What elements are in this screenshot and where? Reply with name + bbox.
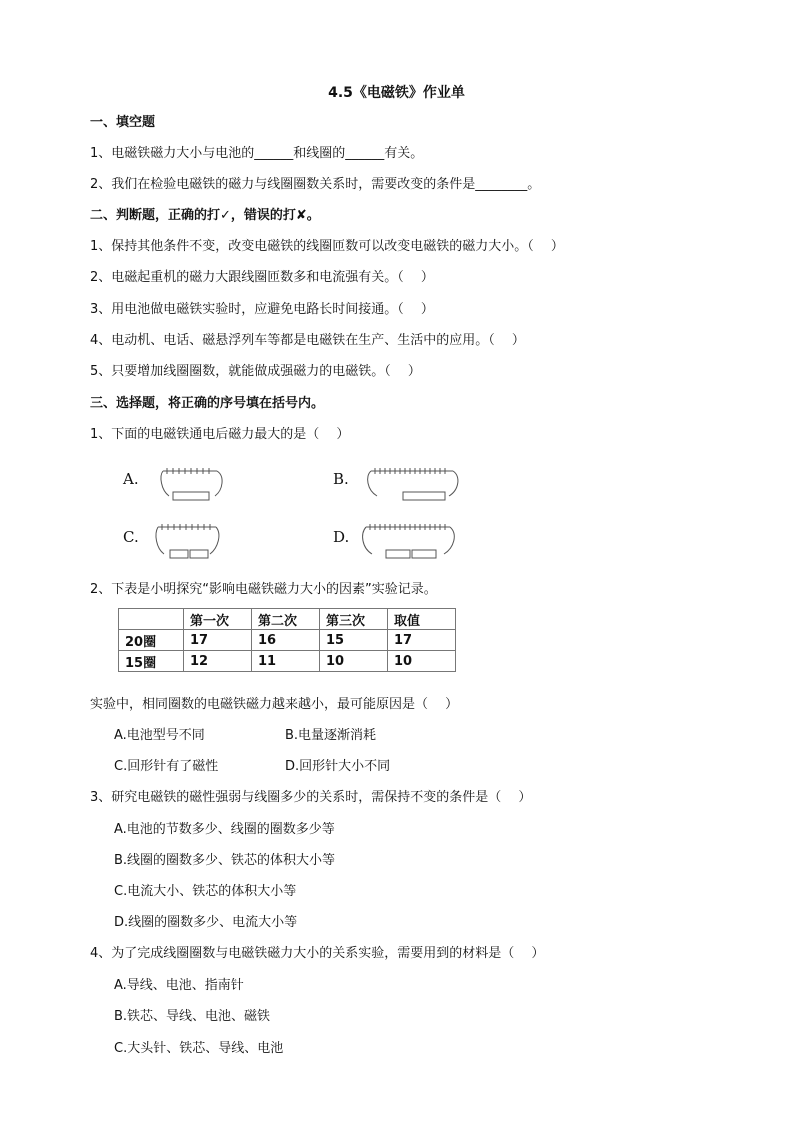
choice-3-option-b: B.线圈的圈数多少、铁芯的体积大小等 — [114, 853, 336, 868]
table-cell: 10 — [388, 651, 456, 672]
electromagnet-circuit-c-icon — [150, 520, 230, 566]
option-c-label: C. — [123, 528, 139, 546]
electromagnet-circuit-b-icon — [365, 464, 465, 508]
electromagnet-circuit-d-icon — [360, 520, 460, 566]
table-cell: 16 — [252, 630, 320, 651]
choice-question-4: 4、为了完成线圈圈数与电磁铁磁力大小的关系实验，需要用到的材料是（ ） — [90, 946, 545, 961]
table-header-cell: 第二次 — [252, 609, 320, 630]
option-b-label: B. — [333, 470, 349, 488]
section-1-heading: 一、填空题 — [90, 115, 156, 130]
choice-4-option-a: A.导线、电池、指南针 — [114, 978, 244, 993]
choice-3-option-a: A.电池的节数多少、线圈的圈数多少等 — [114, 822, 335, 837]
choice-2-option-a: A.电池型号不同 — [114, 728, 205, 743]
table-cell: 10 — [320, 651, 388, 672]
table-header-cell: 取值 — [388, 609, 456, 630]
fill-question-1: 1、电磁铁磁力大小与电池的______和线圈的______有关。 — [90, 146, 424, 161]
table-header-cell: 第一次 — [184, 609, 252, 630]
table-cell: 12 — [184, 651, 252, 672]
table-header-row — [119, 609, 456, 630]
table-cell: 15圈 — [119, 651, 184, 672]
table-cell: 17 — [388, 630, 456, 651]
judge-question-1: 1、保持其他条件不变，改变电磁铁的线圈匝数可以改变电磁铁的磁力大小。（ ） — [90, 239, 564, 254]
table-cell: 20圈 — [119, 630, 184, 651]
choice-question-2: 2、下表是小明探究“影响电磁铁磁力大小的因素”实验记录。 — [90, 582, 437, 597]
table-row — [119, 651, 456, 672]
choice-question-3: 3、研究电磁铁的磁性强弱与线圈多少的关系时，需保持不变的条件是（ ） — [90, 790, 532, 805]
table-header-cell: 第三次 — [320, 609, 388, 630]
choice-2-option-b: B.电量逐渐消耗 — [285, 728, 377, 743]
electromagnet-circuit-a-icon — [155, 464, 235, 508]
choice-question-2-followup: 实验中，相同圈数的电磁铁磁力越来越小，最可能原因是（ ） — [90, 697, 459, 712]
page-title: 4.5《电磁铁》作业单 — [328, 85, 465, 101]
choice-2-option-c: C.回形针有了磁性 — [114, 759, 219, 774]
judge-question-2: 2、电磁起重机的磁力大跟线圈匝数多和电流强有关。（ ） — [90, 270, 434, 285]
fill-question-2: 2、我们在检验电磁铁的磁力与线圈圈数关系时，需要改变的条件是________。 — [90, 177, 541, 192]
judge-question-4: 4、电动机、电话、磁悬浮列车等都是电磁铁在生产、生活中的应用。（ ） — [90, 333, 525, 348]
table-cell: 17 — [184, 630, 252, 651]
option-a-label: A. — [123, 470, 139, 488]
choice-2-option-d: D.回形针大小不同 — [285, 759, 391, 774]
section-2-heading: 二、判断题，正确的打✓，错误的打✘。 — [90, 208, 320, 223]
experiment-record-table — [118, 608, 456, 672]
table-cell: 11 — [252, 651, 320, 672]
choice-question-1: 1、下面的电磁铁通电后磁力最大的是（ ） — [90, 427, 350, 442]
choice-3-option-d: D.线圈的圈数多少、电流大小等 — [114, 915, 298, 930]
choice-3-option-c: C.电流大小、铁芯的体积大小等 — [114, 884, 297, 899]
section-3-heading: 三、选择题，将正确的序号填在括号内。 — [90, 396, 325, 411]
option-d-label: D. — [333, 528, 350, 546]
judge-question-5: 5、只要增加线圈圈数，就能做成强磁力的电磁铁。（ ） — [90, 364, 421, 379]
table-row — [119, 630, 456, 651]
table-cell: 15 — [320, 630, 388, 651]
judge-question-3: 3、用电池做电磁铁实验时，应避免电路长时间接通。（ ） — [90, 302, 434, 317]
choice-4-option-c: C.大头针、铁芯、导线、电池 — [114, 1041, 284, 1056]
choice-4-option-b: B.铁芯、导线、电池、磁铁 — [114, 1009, 271, 1024]
table-header-cell — [119, 609, 184, 630]
